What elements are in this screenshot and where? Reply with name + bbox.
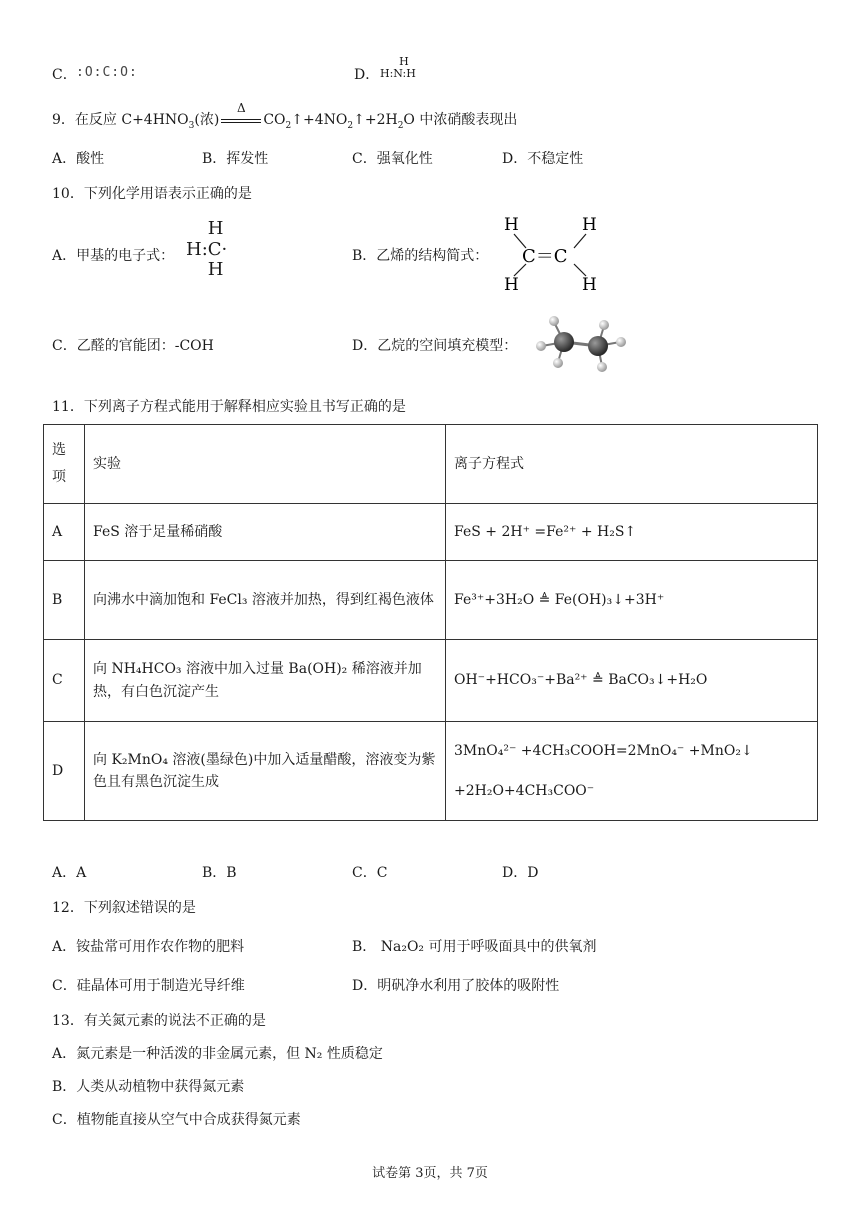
q9-stem-d: ↑+4NO [291, 112, 348, 128]
table-cell-equation: FeS + 2H⁺ =Fe²⁺ + H₂S↑ [446, 504, 818, 561]
table-cell-experiment: FeS 溶于足量稀硝酸 [85, 504, 446, 561]
q10-option-c[interactable]: C．乙醛的官能团：-COH [52, 338, 214, 354]
q8-d-bottom: H:N:H [380, 67, 416, 81]
table-cell-equation-line1: 3MnO₄²⁻ +4CH₃COOH=2MnO₄⁻ +MnO₂↓ [454, 742, 753, 759]
q12-stem: 12．下列叙述错误的是 [52, 900, 196, 916]
q10-option-a[interactable]: A．甲基的电子式： [52, 248, 175, 264]
table-cell-option: A [44, 504, 85, 561]
q10-b-h4: H [582, 275, 597, 294]
q9-cond: Δ [236, 101, 246, 115]
q12-option-c[interactable]: C．硅晶体可用于制造光导纤维 [52, 978, 245, 994]
page-footer: 试卷第 3页，共 7页 [372, 1166, 488, 1181]
q8-option-c-label: C． [52, 67, 77, 83]
q10-a-bottom: H [207, 259, 224, 281]
q10-methyl-formula [186, 219, 227, 281]
q8-option-d-formula [380, 56, 416, 80]
table-cell-equation: Fe³⁺+3H₂O ≜ Fe(OH)₃↓+3H⁺ [446, 561, 818, 640]
q9-option-c[interactable]: C．强氧化性 [352, 151, 433, 167]
table-cell-experiment: 向 K₂MnO₄ 溶液(墨绿色)中加入适量醋酸，溶液变为紫色且有黑色沉淀生成 [85, 722, 446, 821]
q9-stem: 9．在反应 $C+4HNO_3$(浓) Δ $CO_2↑+4NO_2↑+2H_2O$ 中浓硝酸表现出 [52, 101, 518, 131]
q9-reaction-arrow [221, 101, 261, 127]
q10-b-h1: H [504, 215, 519, 235]
table-row [44, 561, 818, 640]
table-header-equation: 离子方程式 [446, 425, 818, 504]
q10-ethylene-structure [498, 214, 608, 294]
table-cell-equation: OH⁻+HCO₃⁻+Ba²⁺ ≜ BaCO₃↓+H₂O [446, 640, 818, 722]
q13-option-b[interactable]: B．人类从动植物中获得氮元素 [52, 1079, 245, 1095]
table-cell-option: D [44, 722, 85, 821]
q13-option-c[interactable]: C．植物能直接从空气中合成获得氮元素 [52, 1112, 301, 1128]
table-header-experiment: 实验 [85, 425, 446, 504]
q9-stem-e: ↑+2H [353, 112, 398, 128]
q11-option-a[interactable]: A．A [52, 865, 87, 881]
table-cell-equation-line2: +2H₂O+4CH₃COO⁻ [454, 783, 595, 799]
table-row [44, 640, 818, 722]
q12-option-b[interactable]: B． Na₂O₂ 可用于呼吸面具中的供氧剂 [352, 939, 597, 955]
q10-b-bond: C＝C [522, 246, 568, 267]
table-row [44, 722, 818, 821]
q12-option-d[interactable]: D．明矾净水利用了胶体的吸附性 [352, 978, 560, 994]
table-row [44, 504, 818, 561]
q10-b-h3: H [504, 275, 519, 294]
q11-stem: 11．下列离子方程式能用于解释相应实验且书写正确的是 [52, 399, 406, 415]
table-cell-experiment: 向沸水中滴加饱和 FeCl₃ 溶液并加热，得到红褐色液体 [85, 561, 446, 640]
q12-option-a[interactable]: A．铵盐常可用作农作物的肥料 [52, 939, 245, 955]
q9-stem-b: (浓) [194, 112, 220, 128]
q8-option-c-formula: :O:C:O: [76, 65, 138, 80]
q10-a-mid: H:C· [186, 238, 228, 260]
q10-stem: 10．下列化学用语表示正确的是 [52, 186, 252, 202]
q10-ethane-model [532, 312, 632, 372]
table-cell-experiment: 向 NH₄HCO₃ 溶液中加入过量 Ba(OH)₂ 稀溶液并加热，有白色沉淀产生 [85, 640, 446, 722]
q9-stem-c: CO [263, 112, 286, 128]
table-cell-equation [446, 722, 818, 821]
q8-d-top: H [399, 55, 409, 68]
q10-b-h2: H [582, 215, 597, 235]
q11-option-c[interactable]: C．C [352, 865, 388, 881]
q10-option-b[interactable]: B．乙烯的结构简式： [352, 248, 489, 264]
q13-stem: 13．有关氮元素的说法不正确的是 [52, 1013, 266, 1029]
q10-option-d[interactable]: D．乙烷的空间填充模型： [352, 338, 518, 354]
table-header-row [44, 425, 818, 504]
q10-a-top: H [207, 218, 224, 239]
q9-stem-a: 9．在反应 C+4HNO [52, 112, 189, 128]
q8-option-d-label: D． [354, 67, 380, 83]
q9-option-b[interactable]: B．挥发性 [202, 151, 269, 167]
q9-option-a[interactable]: A．酸性 [52, 151, 105, 167]
q9-stem-f: O 中浓硝酸表现出 [403, 112, 518, 128]
q9-option-d[interactable]: D．不稳定性 [502, 151, 584, 167]
q11-option-b[interactable]: B．B [202, 865, 237, 881]
table-cell-option: B [44, 561, 85, 640]
q11-table [43, 424, 818, 821]
table-header-option: 选项 [44, 425, 85, 504]
table-cell-option: C [44, 640, 85, 722]
q13-option-a[interactable]: A．氮元素是一种活泼的非金属元素，但 N₂ 性质稳定 [52, 1046, 383, 1062]
q11-option-d[interactable]: D．D [502, 865, 539, 881]
